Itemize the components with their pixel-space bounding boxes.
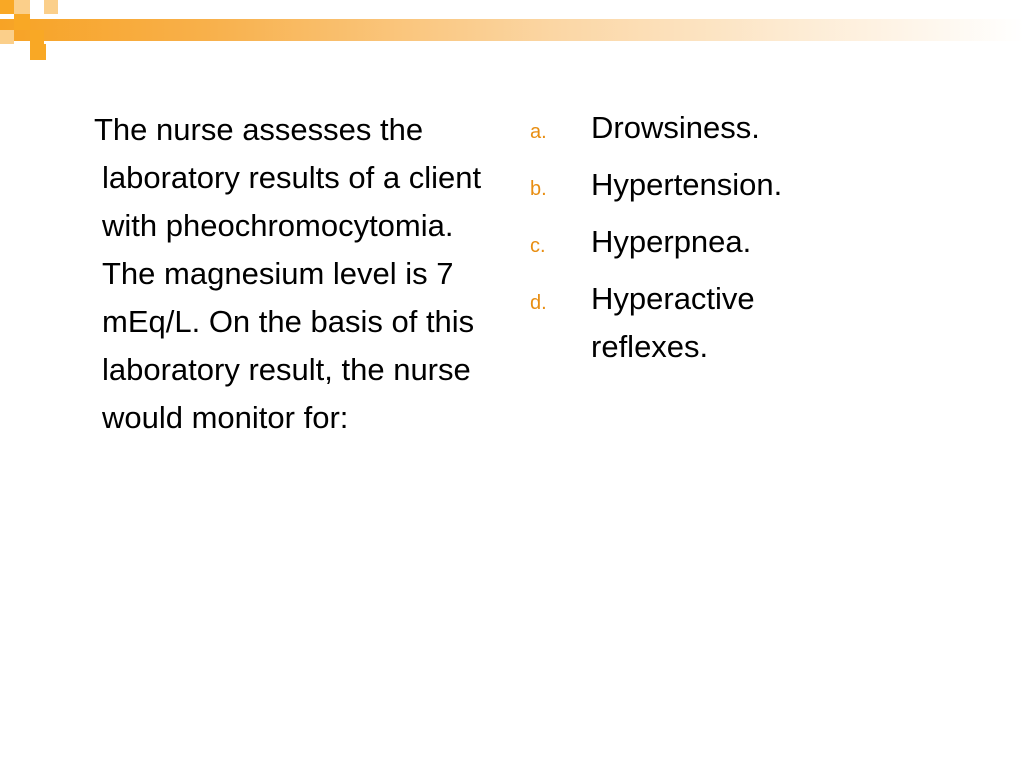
- option-marker: a.: [530, 121, 547, 143]
- top-banner: [0, 19, 1024, 41]
- option-label: Hyperactive reflexes.: [591, 281, 755, 364]
- option-a: [530, 104, 970, 152]
- decor-square: [44, 0, 58, 14]
- option-marker: b.: [530, 178, 547, 200]
- decor-square: [14, 14, 30, 30]
- decor-square: [30, 30, 44, 44]
- question-text: The nurse assesses the laboratory results of a client with pheochromocytomia. The magnesium level is 7 mEq/L. On the basis of this laboratory result, the nurse would monitor for:: [94, 112, 482, 435]
- option-label: Hyperpnea.: [591, 224, 752, 259]
- option-d: [530, 275, 970, 371]
- option-marker: c.: [530, 235, 546, 257]
- decor-square: [30, 44, 46, 60]
- answer-options: [530, 104, 970, 380]
- option-label: Drowsiness.: [591, 110, 760, 145]
- decor-square: [14, 0, 30, 14]
- decor-square: [0, 30, 14, 44]
- option-marker: d.: [530, 292, 547, 314]
- decor-square: [0, 0, 14, 14]
- option-label: Hypertension.: [591, 167, 783, 202]
- option-b: [530, 161, 970, 209]
- option-c: [530, 218, 970, 266]
